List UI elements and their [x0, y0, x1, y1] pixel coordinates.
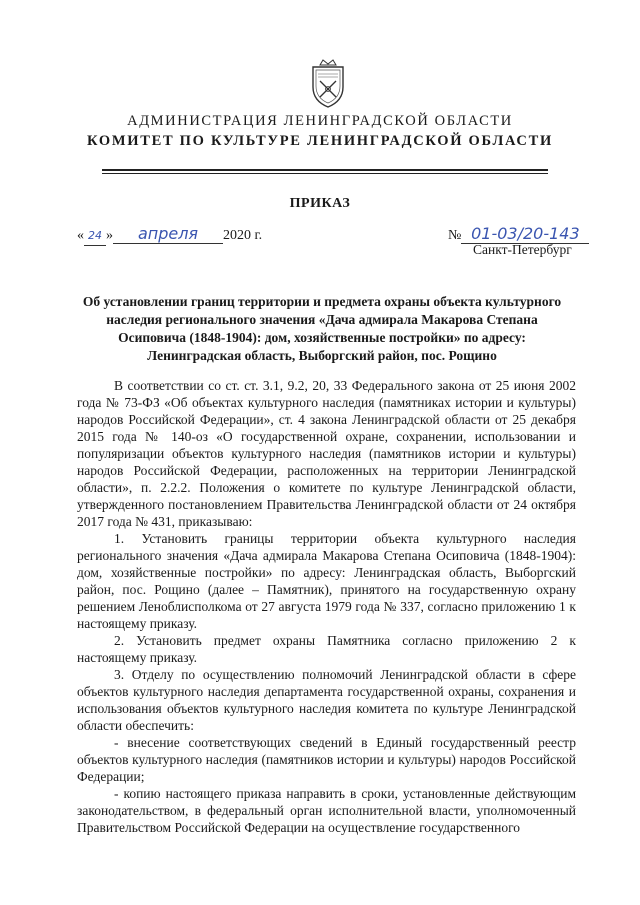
document-body	[77, 377, 576, 836]
header-divider-thin	[102, 173, 548, 174]
paragraph-item-2: 2. Установить предмет охраны Памятника согласно приложению 2 к настоящему приказу.	[77, 633, 576, 665]
coat-of-arms-icon	[308, 57, 348, 109]
document-date	[77, 225, 262, 246]
document-subject: Об установлении границ территории и предмета охраны объекта культурного наследия регионального значения «Дача адмирала Макарова Степана Осиповича (1848-1904): дом, хозяйственные постройки» по адресу: Ленинградская область, Выборгский район, пос. Рощино	[82, 294, 562, 363]
date-day-handwritten: 24	[84, 227, 106, 246]
paragraph-item-1: 1. Установить границы территории объекта культурного наследия регионального значения «Дача адмирала Макарова Степана Осиповича (1848-1904): дом, хозяйственные постройки» по адресу: Ленинградская область, Выборгский район, пос. Рощино (далее – Памятник), принятого на государственную охрану решением Леноблисполкома от 27 августа 1979 года № 337, согласно приложению 1 к настоящему приказу.	[77, 531, 576, 631]
document-city: Санкт-Петербург	[473, 242, 572, 257]
paragraph-bullet-1: - внесение соответствующих сведений в Единый государственный реестр объектов культурного наследия (памятников истории и культуры) народов Российской Федерации;	[77, 735, 576, 784]
paragraph-item-3: 3. Отделу по осуществлению полномочий Ленинградской области в сфере объектов культурного наследия департамента государственной охраны, сохранения и использования объектов культурного наследия комитета по культуре Ленинградской области обеспечить:	[77, 667, 576, 733]
date-close-quote: »	[106, 228, 113, 243]
document-title: ПРИКАЗ	[289, 196, 351, 211]
date-month-handwritten: апреля	[113, 225, 223, 244]
date-open-quote: «	[77, 228, 84, 243]
date-year: 2020 г.	[223, 228, 263, 243]
header-divider-thick	[102, 169, 548, 171]
paragraph-preamble: В соответствии со ст. ст. 3.1, 9.2, 20, 33 Федерального закона от 25 июня 2002 года № 73-ФЗ «Об объектах культурного наследия (памятниках истории и культуры) народов Российской Федерации», ст. 4 закона Ленинградской области от 25 декабря 2015 года № 140-оз «О государственной охране, сохранении, использовании и популяризации объектов культурного наследия (памятников истории и культуры) народов Российской Федерации, расположенных на территории Ленинградской области», п. 2.2.2. Положения о комитете по культуре Ленинградской области, утвержденного постановлением Правительства Ленинградской области от 24 октября 2017 года № 431, приказываю:	[77, 378, 576, 529]
number-prefix: №	[448, 228, 462, 243]
org-name-administration: АДМИНИСТРАЦИЯ ЛЕНИНГРАДСКОЙ ОБЛАСТИ	[127, 113, 513, 129]
number-handwritten: 01-03/20-143	[461, 225, 589, 244]
org-name-committee: КОМИТЕТ ПО КУЛЬТУРЕ ЛЕНИНГРАДСКОЙ ОБЛАСТИ	[87, 133, 553, 149]
paragraph-bullet-2: - копию настоящего приказа направить в сроки, установленные действующим законодательством, в федеральный орган исполнительной власти, уполномоченный Правительством Российской Федерации на осуществление государственного	[77, 786, 576, 835]
